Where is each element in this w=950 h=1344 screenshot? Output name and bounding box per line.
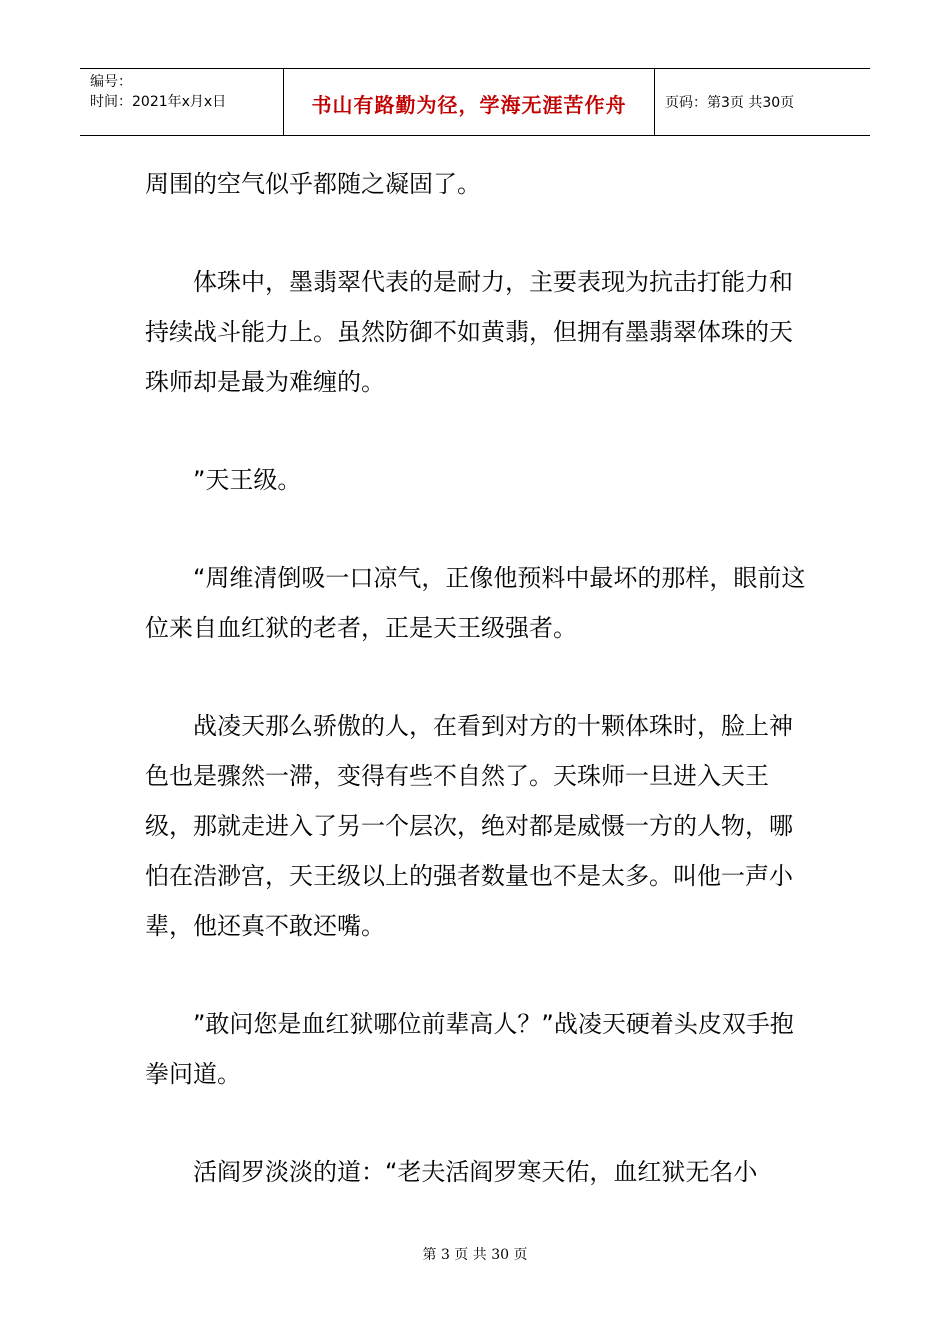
page-header [80, 68, 870, 136]
paragraph-1: 周围的空气似乎都随之凝固了。 [145, 170, 481, 198]
header-motto-text: 书山有路勤为径，学海无涯苦作舟 [311, 92, 627, 117]
header-meta [80, 69, 283, 135]
paragraph-6: ”敢问您是血红狱哪位前辈高人？”战凌天硬着头皮双手抱拳问道。 [145, 1010, 794, 1088]
header-time-label: 时间：2021年x月x日 [90, 94, 227, 110]
paragraph-5: 战凌天那么骄傲的人，在看到对方的十颗体珠时，脸上神色也是骤然一滞，变得有些不自然了。天珠师一旦进入天王级，那就走进入了另一个层次，绝对都是威慑一方的人物，哪怕在浩渺宫，天王级以上的强者数量也不是太多。叫他一声小辈，他还真不敢还嘴。 [145, 712, 793, 940]
paragraph-4: “周维清倒吸一口凉气，正像他预料中最坏的那样，眼前这位来自血红狱的老者，正是天王级强者。 [145, 564, 806, 642]
header-page-label: 页码：第3页 共30页 [665, 95, 795, 111]
header-page-info [655, 69, 870, 135]
header-number-label: 编号： [90, 74, 132, 90]
paragraph-7: 活阎罗淡淡的道：“老夫活阎罗寒天佑，血红狱无名小 [193, 1158, 758, 1186]
document-body [145, 159, 810, 1197]
page-footer [0, 1244, 950, 1264]
paragraph-3: ”天王级。 [193, 466, 302, 494]
footer-page-number: 第 3 页 共 30 页 [422, 1247, 528, 1263]
header-motto [283, 69, 655, 135]
paragraph-2: 体珠中，墨翡翠代表的是耐力，主要表现为抗击打能力和持续战斗能力上。虽然防御不如黄翡，但拥有墨翡翠体珠的天珠师却是最为难缠的。 [145, 268, 793, 396]
